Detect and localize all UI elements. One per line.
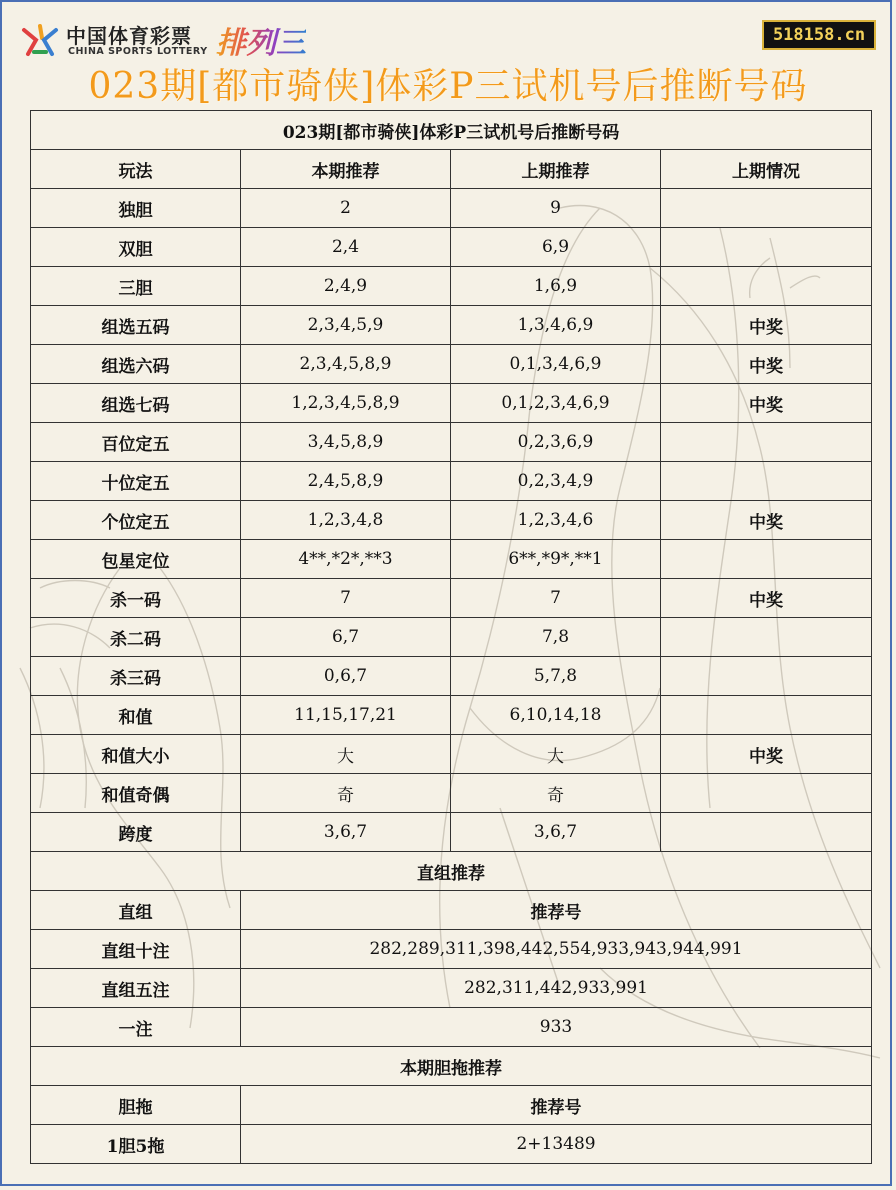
previous-cell: 7,8 [451,618,661,657]
table-header-row [31,150,872,189]
table-row [31,501,872,540]
status-cell [661,267,872,306]
status-cell [661,462,872,501]
status-cell [661,228,872,267]
current-cell: 2 [241,189,451,228]
status-cell [661,540,872,579]
play-cell: 杀二码 [31,618,241,657]
play-cell: 和值 [31,696,241,735]
header-status: 上期情况 [661,150,872,189]
previous-cell: 0,1,3,4,6,9 [451,345,661,384]
direct-value-cell: 282,311,442,933,991 [241,969,872,1008]
play-cell: 双胆 [31,228,241,267]
china-sports-lottery-logo [20,18,320,62]
status-cell [661,696,872,735]
status-cell [661,618,872,657]
play-cell: 组选六码 [31,345,241,384]
drag-section-title-row [31,1047,872,1086]
current-cell: 4**,*2*,**3 [241,540,451,579]
table-row [31,540,872,579]
table-row [31,618,872,657]
header-current: 本期推荐 [241,150,451,189]
previous-cell: 1,6,9 [451,267,661,306]
status-cell [661,189,872,228]
drag-value-cell: 2+13489 [241,1125,872,1164]
drag-section-header-row [31,1086,872,1125]
table-row [31,813,872,852]
direct-label-cell: 直组五注 [31,969,241,1008]
direct-row [31,930,872,969]
status-cell: 中奖 [661,579,872,618]
table-row [31,657,872,696]
play-cell: 杀一码 [31,579,241,618]
header [0,0,896,108]
play-cell: 和值大小 [31,735,241,774]
previous-cell: 0,1,2,3,4,6,9 [451,384,661,423]
play-cell: 包星定位 [31,540,241,579]
previous-cell: 6**,*9*,**1 [451,540,661,579]
drag-label-cell: 1胆5拖 [31,1125,241,1164]
table-row [31,189,872,228]
status-cell [661,657,872,696]
previous-cell: 6,10,14,18 [451,696,661,735]
current-cell: 奇 [241,774,451,813]
prediction-table-body [31,111,872,1164]
current-cell: 2,4 [241,228,451,267]
previous-cell: 9 [451,189,661,228]
site-badge[interactable]: 518158.cn [762,20,876,50]
status-cell [661,774,872,813]
table-caption-row [31,111,872,150]
table-caption: 023期[都市骑侠]体彩P三试机号后推断号码 [31,111,872,150]
current-cell: 11,15,17,21 [241,696,451,735]
current-cell: 1,2,3,4,8 [241,501,451,540]
play-cell: 十位定五 [31,462,241,501]
logo-cn-text: 中国体育彩票 [66,24,192,48]
drag-header-right: 推荐号 [241,1086,872,1125]
play-cell: 和值奇偶 [31,774,241,813]
table-row [31,423,872,462]
previous-cell: 0,2,3,4,9 [451,462,661,501]
table-row [31,735,872,774]
table-row [31,267,872,306]
header-play: 玩法 [31,150,241,189]
prediction-table [30,110,872,1164]
previous-cell: 1,3,4,6,9 [451,306,661,345]
table-row [31,462,872,501]
logo-en-text: CHINA SPORTS LOTTERY [68,46,208,57]
direct-section-title-row [31,852,872,891]
previous-cell: 奇 [451,774,661,813]
current-cell: 2,4,5,8,9 [241,462,451,501]
current-cell: 2,3,4,5,9 [241,306,451,345]
previous-cell: 5,7,8 [451,657,661,696]
status-cell: 中奖 [661,306,872,345]
direct-section-title: 直组推荐 [31,852,872,891]
direct-label-cell: 直组十注 [31,930,241,969]
current-cell: 2,4,9 [241,267,451,306]
header-previous: 上期推荐 [451,150,661,189]
drag-header-left: 胆拖 [31,1086,241,1125]
previous-cell: 大 [451,735,661,774]
status-cell: 中奖 [661,735,872,774]
previous-cell: 6,9 [451,228,661,267]
status-cell [661,423,872,462]
lottery-star-icon [20,22,60,58]
status-cell [661,813,872,852]
current-cell: 大 [241,735,451,774]
play-cell: 杀三码 [31,657,241,696]
direct-row [31,1008,872,1047]
table-row [31,306,872,345]
current-cell: 3,4,5,8,9 [241,423,451,462]
table-row [31,774,872,813]
direct-label-cell: 一注 [31,1008,241,1047]
logo-product-text: 排列三 [216,18,306,62]
play-cell: 百位定五 [31,423,241,462]
previous-cell: 7 [451,579,661,618]
current-cell: 1,2,3,4,5,8,9 [241,384,451,423]
direct-header-right: 推荐号 [241,891,872,930]
current-cell: 2,3,4,5,8,9 [241,345,451,384]
play-cell: 组选五码 [31,306,241,345]
direct-value-cell: 933 [241,1008,872,1047]
current-cell: 3,6,7 [241,813,451,852]
drag-section-title: 本期胆拖推荐 [31,1047,872,1086]
table-row [31,384,872,423]
page-title: 023期[都市骑侠]体彩P三试机号后推断号码 [88,66,808,107]
previous-cell: 3,6,7 [451,813,661,852]
previous-cell: 1,2,3,4,6 [451,501,661,540]
status-cell: 中奖 [661,501,872,540]
play-cell: 跨度 [31,813,241,852]
status-cell: 中奖 [661,345,872,384]
table-row [31,579,872,618]
current-cell: 7 [241,579,451,618]
direct-row [31,969,872,1008]
play-cell: 个位定五 [31,501,241,540]
status-cell: 中奖 [661,384,872,423]
play-cell: 独胆 [31,189,241,228]
direct-section-header-row [31,891,872,930]
previous-cell: 0,2,3,6,9 [451,423,661,462]
table-row [31,228,872,267]
drag-row [31,1125,872,1164]
play-cell: 组选七码 [31,384,241,423]
direct-header-left: 直组 [31,891,241,930]
table-row [31,345,872,384]
current-cell: 6,7 [241,618,451,657]
table-row [31,696,872,735]
play-cell: 三胆 [31,267,241,306]
current-cell: 0,6,7 [241,657,451,696]
direct-value-cell: 282,289,311,398,442,554,933,943,944,991 [241,930,872,969]
